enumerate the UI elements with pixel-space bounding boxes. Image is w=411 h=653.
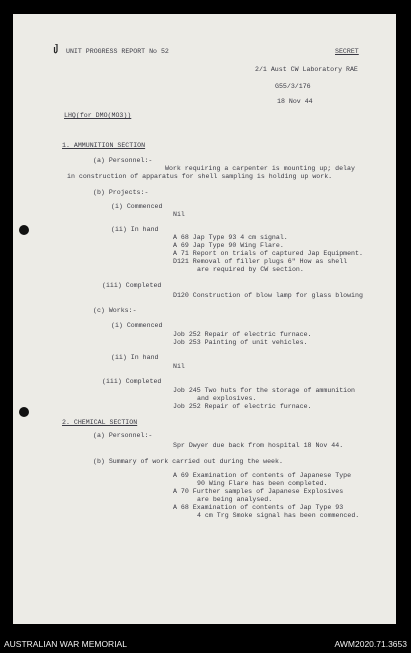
s1-works-item: Job 252 Repair of electric furnace. [173, 331, 312, 338]
s1-commenced-label: (i) Commenced [111, 203, 163, 210]
s2-summary-label: (b) Summary of work carried out during the week. [93, 458, 283, 465]
s1-project-item: A 68 Jap Type 93 4 cm signal. [173, 234, 288, 241]
report-title: UNIT PROGRESS REPORT No 52 [66, 48, 169, 55]
s1-works-item: and explosives. [197, 395, 257, 402]
section-2-title: 2. CHEMICAL SECTION [62, 419, 138, 426]
footer-accession: AWM2020.71.3653 [334, 639, 407, 649]
s2-personnel-text: Spr Dwyer due back from hospital 18 Nov 44. [173, 442, 344, 449]
footer-bar [0, 632, 411, 653]
s2-summary-item: 4 cm Trg Smoke signal has been commenced. [197, 512, 360, 519]
unit-name: 2/1 Aust CW Laboratory RAE [255, 66, 358, 73]
s1-completed-item: D120 Construction of blow lamp for glass blowing [173, 292, 363, 299]
punch-hole [19, 225, 29, 235]
s1-personnel-text: Work requiring a carpenter is mounting up; delay [165, 165, 355, 172]
s1-projects-label: (b) Projects:- [93, 189, 149, 196]
s2-personnel-label: (a) Personnel:- [93, 432, 153, 439]
paper-clip-icon [53, 44, 59, 54]
s1-project-item: are required by CW section. [197, 266, 304, 273]
s2-summary-item: are being analysed. [197, 496, 273, 503]
s1-works-label: (c) Works:- [93, 307, 137, 314]
s1-completed-label: (iii) Completed [102, 282, 162, 289]
s1-works-item: Job 252 Repair of electric furnace. [173, 403, 312, 410]
footer-source: AUSTRALIAN WAR MEMORIAL [4, 639, 127, 649]
reference-number: G55/3/176 [275, 83, 311, 90]
s1-personnel-label: (a) Personnel:- [93, 157, 153, 164]
s1-works-inhand-label: (ii) In hand [111, 354, 159, 361]
punch-hole [19, 407, 29, 417]
s1-commenced-value: Nil [173, 211, 185, 218]
s2-summary-item: A 68 Examination of contents of Jap Type 93 [173, 504, 344, 511]
s2-summary-item: A 70 Further samples of Japanese Explosives [173, 488, 344, 495]
s1-works-item: Job 245 Two huts for the storage of ammunition [173, 387, 356, 394]
section-1-title: 1. AMMUNITION SECTION [62, 142, 146, 149]
s2-summary-item: A 69 Examination of contents of Japanese Type [173, 472, 352, 479]
document-page [13, 14, 396, 624]
s1-inhand-label: (ii) In hand [111, 226, 159, 233]
s1-project-item: D121 Removal of filler plugs 6" How as shell [173, 258, 348, 265]
s1-personnel-text: in construction of apparatus for shell sampling is holding up work. [67, 173, 333, 180]
s2-summary-item: 90 Wing Flare has been completed. [197, 480, 328, 487]
s1-project-item: A 69 Jap Type 90 Wing Flare. [173, 242, 284, 249]
report-date: 18 Nov 44 [277, 98, 313, 105]
classification-stamp: SECRET [335, 48, 359, 55]
s1-works-inhand-value: Nil [173, 363, 185, 370]
addressee: LHQ(for DMO(MO3)) [64, 112, 132, 119]
s1-works-completed-label: (iii) Completed [102, 378, 162, 385]
s1-project-item: A 71 Report on trials of captured Jap Equipment. [173, 250, 363, 257]
s1-works-commenced-label: (i) Commenced [111, 322, 163, 329]
s1-works-item: Job 253 Painting of unit vehicles. [173, 339, 308, 346]
